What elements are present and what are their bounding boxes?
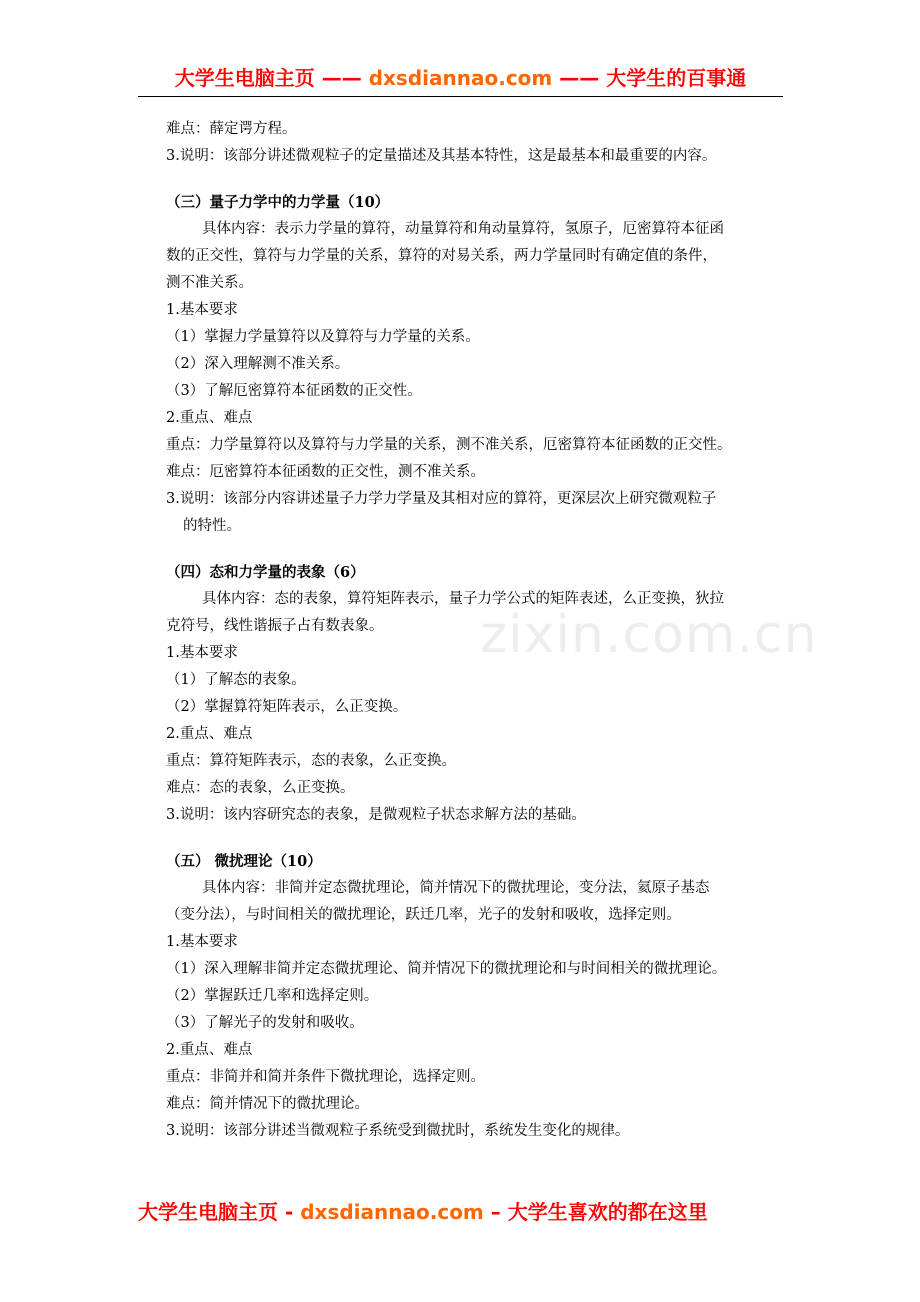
header-left-text: 大学生电脑主页 —— — [174, 66, 362, 90]
page-footer — [138, 1196, 783, 1225]
text-line: 具体内容：表示力学量的算符，动量算符和角动量算符，氢原子，厄密算符本征函 — [202, 221, 724, 237]
text-line: 3.说明：该内容研究态的表象，是微观粒子状态求解方法的基础。 — [166, 807, 586, 823]
text-line: 具体内容：态的表象，算符矩阵表示，量子力学公式的矩阵表述，么正变换，狄拉 — [202, 591, 724, 607]
text-line: （2）掌握跃迁几率和选择定则。 — [166, 988, 379, 1004]
text-line: 1.基本要求 — [166, 645, 238, 661]
footer-left-text: 大学生电脑主页 - — [138, 1200, 294, 1224]
section-heading: （四）态和力学量的表象（6） — [166, 564, 365, 581]
text-line: 的特性。 — [183, 518, 241, 534]
text-line: 具体内容：非简并定态微扰理论，简并情况下的微扰理论，变分法，氦原子基态 — [202, 880, 710, 896]
text-line: 2.重点、难点 — [166, 1042, 253, 1058]
text-line: 1.基本要求 — [166, 934, 238, 950]
text-line: 难点：薛定谔方程。 — [166, 121, 297, 137]
text-line: 测不准关系。 — [166, 275, 253, 291]
text-line: 重点：力学量算符以及算符与力学量的关系，测不准关系，厄密算符本征函数的正交性。 — [166, 437, 732, 453]
text-line: （3）了解光子的发射和吸收。 — [166, 1015, 364, 1031]
header-right-text: —— 大学生的百事通 — [559, 66, 747, 90]
text-line: （3）了解厄密算符本征函数的正交性。 — [166, 383, 422, 399]
text-line: 难点：厄密算符本征函数的正交性，测不准关系。 — [166, 464, 485, 480]
section-heading: （三）量子力学中的力学量（10） — [166, 194, 390, 211]
text-line: （1）了解态的表象。 — [166, 672, 306, 688]
text-line: （2）掌握算符矩阵表示，么正变换。 — [166, 699, 408, 715]
text-line: 2.重点、难点 — [166, 726, 253, 742]
document-body — [166, 116, 786, 1145]
text-line: 难点：态的表象，么正变换。 — [166, 780, 355, 796]
text-line: （变分法），与时间相关的微扰理论，跃迁几率，光子的发射和吸收，选择定则。 — [166, 907, 681, 923]
text-line: 1.基本要求 — [166, 302, 238, 318]
section-heading: （五） 微扰理论（10） — [166, 853, 322, 870]
footer-right-text: – 大学生喜欢的都在这里 — [490, 1200, 708, 1224]
text-line: 重点：非简并和简并条件下微扰理论，选择定则。 — [166, 1069, 485, 1085]
text-line: （1）掌握力学量算符以及算符与力学量的关系。 — [166, 329, 480, 345]
text-line: 重点：算符矩阵表示，态的表象，么正变换。 — [166, 753, 456, 769]
text-line: 3.说明：该部分讲述微观粒子的定量描述及其基本特性，这是最基本和最重要的内容。 — [166, 148, 717, 164]
text-line: 难点：简并情况下的微扰理论。 — [166, 1096, 369, 1112]
text-line: 3.说明：该部分讲述当微观粒子系统受到微扰时，系统发生变化的规律。 — [166, 1123, 630, 1139]
header-site-link[interactable]: dxsdiannao.com — [368, 66, 553, 90]
text-line: （2）深入理解测不准关系。 — [166, 356, 350, 372]
watermark: zixin.com.cn — [480, 605, 818, 665]
page-header — [138, 62, 783, 97]
footer-site-link[interactable]: dxsdiannao.com — [300, 1200, 484, 1224]
text-line: （1）深入理解非简并定态微扰理论、简并情况下的微扰理论和与时间相关的微扰理论。 — [166, 961, 727, 977]
text-line: 克符号，线性谐振子占有数表象。 — [166, 618, 384, 634]
text-line: 3.说明：该部分内容讲述量子力学力学量及其相对应的算符，更深层次上研究微观粒子 — [166, 491, 717, 507]
text-line: 数的正交性，算符与力学量的关系，算符的对易关系，两力学量同时有确定值的条件， — [166, 248, 717, 264]
text-line: 2.重点、难点 — [166, 410, 253, 426]
